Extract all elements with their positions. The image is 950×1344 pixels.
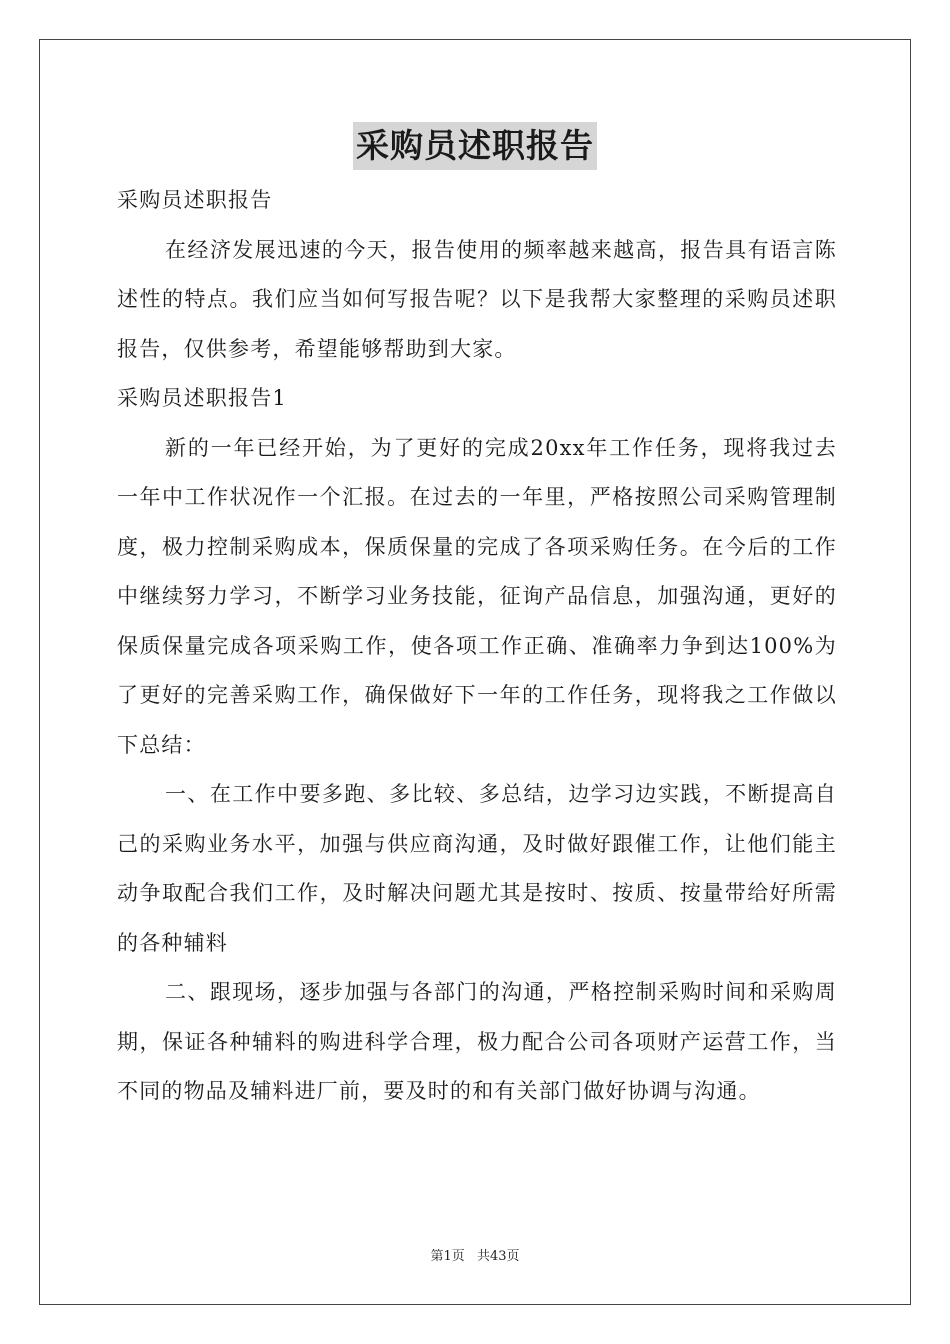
document-body [117,176,837,1117]
body-paragraph: 二、跟现场，逐步加强与各部门的沟通，严格控制采购时间和采购周期，保证各种辅料的购进科学合理，极力配合公司各项财产运营工作，当不同的物品及辅料进厂前，要及时的和有关部门做好协调与沟通。 [117,980,837,1103]
document-title: 采购员述职报告 [353,122,597,170]
intro-paragraph: 在经济发展迅速的今天，报告使用的频率越来越高，报告具有语言陈述性的特点。我们应当如何写报告呢？以下是我帮大家整理的采购员述职报告，仅供参考，希望能够帮助到大家。 [117,237,837,361]
section-heading: 采购员述职报告1 [117,386,287,410]
page-number: 第1页 [430,1249,465,1264]
body-paragraph: 一、在工作中要多跑、多比较、多总结，边学习边实践，不断提高自己的采购业务水平，加强与供应商沟通，及时做好跟催工作，让他们能主动争取配合我们工作，及时解决问题尤其是按时、按质、按量带给好所需的各种辅料 [117,782,837,955]
page-footer [0,1247,950,1267]
body-paragraph: 新的一年已经开始，为了更好的完成20xx年工作任务，现将我过去一年中工作状况作一个汇报。在过去的一年里，严格按照公司采购管理制度，极力控制采购成本，保质保量的完成了各项采购任务。在今后的工作中继续努力学习，不断学习业务技能，征询产品信息，加强沟通，更好的保质保量完成各项采购工作，使各项工作正确、准确率力争到达100%为了更好的完善采购工作，确保做好下一年的工作任务，现将我之工作做以下总结： [117,435,837,757]
subtitle-paragraph: 采购员述职报告 [117,188,273,212]
title-container [0,122,950,170]
page-total: 共43页 [476,1249,520,1264]
